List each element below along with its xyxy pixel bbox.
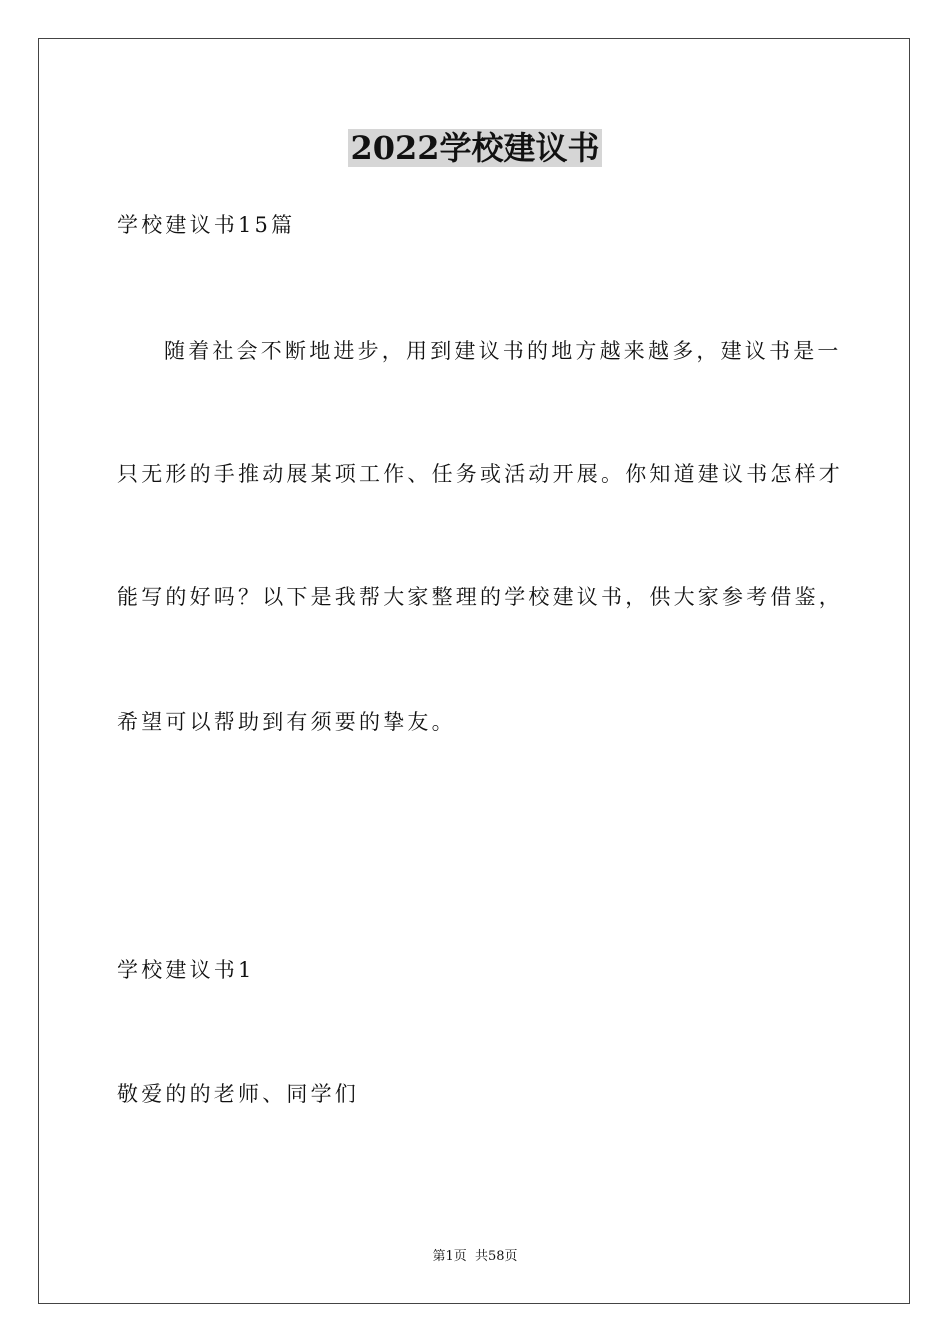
intro-line-4: 希望可以帮助到有须要的挚友。 — [117, 710, 456, 734]
intro-line-1: 随着社会不断地进步，用到建议书的地方越来越多，建议书是一 — [164, 339, 842, 363]
section-heading: 学校建议书1 — [117, 958, 255, 982]
document-subtitle: 学校建议书15篇 — [117, 213, 296, 237]
intro-line-2: 只无形的手推动展某项工作、任务或活动开展。你知道建议书怎样才 — [117, 462, 843, 486]
page-number-footer: 第1页 共58页 — [432, 1249, 518, 1264]
intro-line-3: 能写的好吗？以下是我帮大家整理的学校建议书，供大家参考借鉴， — [117, 585, 843, 609]
document-title-text: 2022学校建议书 — [350, 129, 600, 167]
document-title — [0, 128, 950, 168]
salutation: 敬爱的的老师、同学们 — [117, 1082, 359, 1106]
